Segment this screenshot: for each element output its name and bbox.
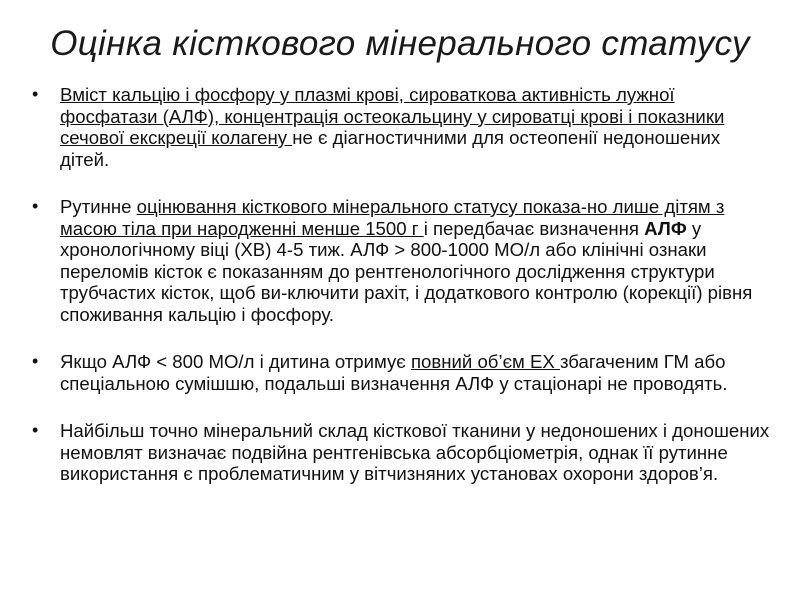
bullet-4-text: Найбільш точно мінеральний склад кісткової тканини у недоношених і доношених немовлят визначає подвійна рентгенівська абсорбціометрія, однак її рутинне використання є проблематичним у вітчизняних установах охорони здоров’я.	[60, 420, 770, 484]
bullet-2-text-end: у хронологічному віці (ХВ) 4-5 тиж. АЛФ > 800-1000 МО/л або клінічні ознаки переломів кісток є показанням до рентгенологічного дослідження структури трубчастих кісток, щоб ви-ключити рахіт, і додаткового контролю (корекції) рівня споживання кальцію і фосфору.	[60, 217, 753, 325]
bullet-item-1	[30, 84, 772, 170]
bullet-3-underlined-text: повний об’єм ЕХ	[410, 351, 560, 372]
bullet-1-text: не є діагностичними для остеопенії недоношених дітей.	[60, 127, 721, 170]
bullet-3-text-start: Якщо АЛФ < 800 МО/л і дитина отримує	[60, 351, 411, 372]
bullet-2-underlined-text: оцінювання кісткового мінерального статусу показа-но лише дітям з масою тіла при народженні менше 1500 г	[60, 196, 725, 239]
bullet-icon: •	[32, 196, 39, 216]
bullet-icon: •	[32, 351, 39, 371]
bullet-list	[30, 84, 772, 511]
bullet-icon: •	[32, 420, 39, 440]
bullet-3-text-end: збагаченим ГМ або спеціальною сумішшю, подальші визначення АЛФ у стаціонарі не проводять.	[60, 351, 728, 394]
bullet-2-bold-text: АЛФ	[644, 217, 687, 239]
bullet-icon: •	[32, 84, 39, 104]
bullet-item-2	[30, 196, 772, 325]
bullet-1-underlined-text: Вміст кальцію і фосфору у плазмі крові, сироваткова активність лужної фосфатази (АЛФ), концентрація остеокальцину у сироватці крові і показники сечової екскреції колагену	[60, 84, 725, 148]
bullet-2-text-mid: і передбачає визначення	[423, 217, 645, 239]
bullet-2-text-start: Рутинне	[60, 196, 137, 217]
bullet-item-3	[30, 351, 772, 394]
bullet-item-4	[30, 420, 772, 485]
slide-title: Оцінка кісткового мінерального статусу	[50, 24, 750, 63]
